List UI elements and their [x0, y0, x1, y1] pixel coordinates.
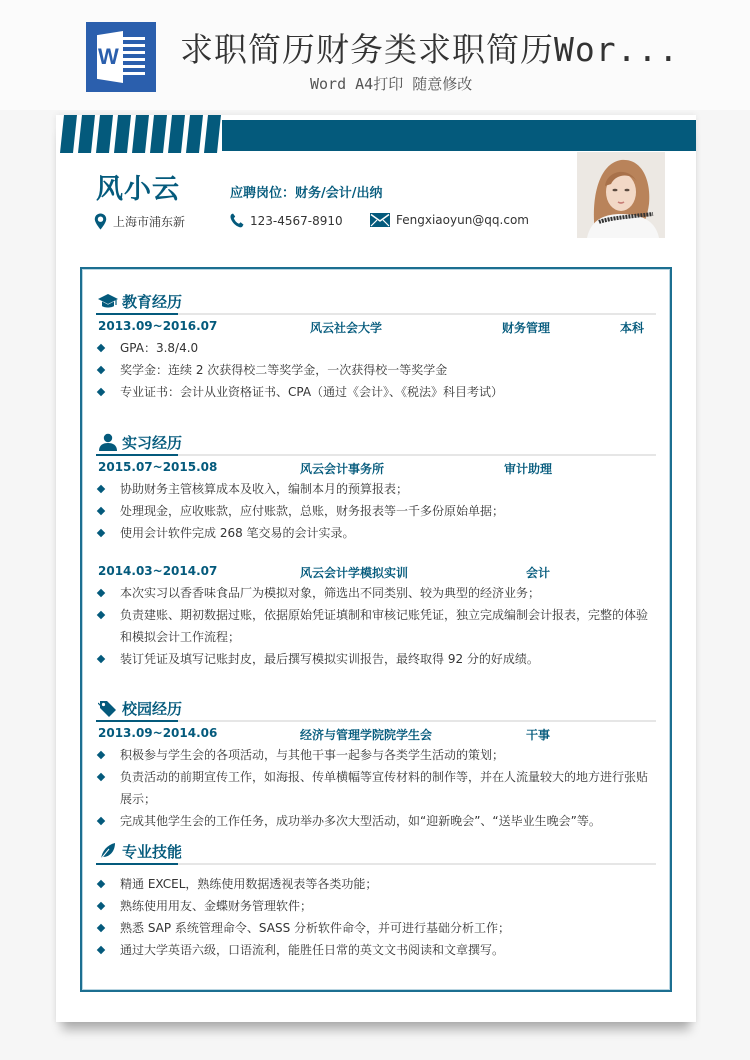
banner-subtitle: Word A4打印 随意修改 — [310, 75, 473, 93]
applied-position: 应聘岗位：财务/会计/出纳 — [230, 186, 383, 201]
list-item: 专业证书：会计从业资格证书、CPA（通过《会计》、《税法》科目考试） — [96, 381, 656, 403]
section-title: 校园经历 — [122, 700, 183, 718]
location-text: 上海市浦东新 — [113, 215, 186, 229]
section-header — [96, 289, 656, 315]
entry-school: 风云社会大学 — [310, 321, 383, 335]
word-w-glyph: W — [98, 44, 119, 69]
list-item: 通过大学英语六级，口语流利，能胜任日常的英文文书阅读和文章撰写。 — [96, 939, 656, 961]
phone-text: 123-4567-8910 — [250, 213, 343, 228]
entry-org: 经济与管理学院院学生会 — [300, 728, 433, 742]
list-item: 完成其他学生会的工作任务，成功举办多次大型活动，如“迎新晚会”、“送毕业生晚会”等。 — [96, 810, 656, 832]
list-item: 本次实习以香香味食品厂为模拟对象，筛选出不同类别、较为典型的经济业务； — [96, 582, 656, 604]
entry-role: 干事 — [526, 728, 551, 742]
contact-phone — [230, 213, 343, 228]
internship-entry-row — [96, 456, 656, 478]
tag-icon — [98, 699, 118, 717]
entry-major: 财务管理 — [502, 321, 551, 335]
entry-period: 2013.09~2014.06 — [98, 726, 218, 740]
header-bar — [222, 120, 696, 151]
entry-org: 风云会计事务所 — [300, 462, 385, 476]
content-frame — [80, 267, 672, 992]
internship-bullets — [96, 582, 656, 670]
banner-title: 求职简历财务类求职简历Wor... — [180, 30, 680, 69]
list-item: 精通 EXCEL，熟练使用数据透视表等各类功能； — [96, 873, 656, 895]
entry-period: 2014.03~2014.07 — [98, 564, 218, 578]
entry-degree: 本科 — [620, 321, 645, 335]
section-education — [96, 289, 656, 403]
portrait-photo — [577, 152, 665, 238]
section-title: 专业技能 — [122, 843, 183, 861]
leaf-icon — [98, 842, 118, 860]
top-banner — [0, 0, 750, 110]
resume-sheet — [56, 115, 696, 1022]
internship-entry-row — [96, 560, 656, 582]
list-item: GPA：3.8/4.0 — [96, 337, 656, 359]
entry-period: 2013.09~2016.07 — [98, 319, 218, 333]
header-stripes — [60, 115, 220, 153]
person-icon — [98, 433, 118, 451]
section-campus — [96, 696, 656, 832]
education-entry-row — [96, 315, 656, 337]
list-item: 使用会计软件完成 268 笔交易的会计实录。 — [96, 522, 656, 544]
campus-bullets — [96, 744, 656, 832]
campus-entry-row — [96, 722, 656, 744]
entry-role: 会计 — [526, 566, 551, 580]
list-item: 负责活动的前期宣传工作，如海报、传单横幅等宣传材料的制作等，并在人流量较大的地方进行张贴展示； — [96, 766, 656, 810]
email-text: Fengxiaoyun@qq.com — [396, 213, 529, 227]
list-item: 奖学金：连续 2 次获得校二等奖学金，一次获得校一等奖学金 — [96, 359, 656, 381]
envelope-icon — [370, 213, 390, 227]
section-title: 教育经历 — [122, 293, 183, 311]
skills-bullets — [96, 873, 656, 961]
entry-org: 风云会计学模拟实训 — [300, 566, 409, 580]
title-underline — [96, 863, 178, 865]
section-header — [96, 839, 656, 865]
entry-period: 2015.07~2015.08 — [98, 460, 218, 474]
list-item: 处理现金，应收账款，应付账款，总账，财务报表等一千多份原始单据； — [96, 500, 656, 522]
section-header — [96, 696, 656, 722]
list-item: 积极参与学生会的各项活动，与其他干事一起参与各类学生活动的策划； — [96, 744, 656, 766]
list-item: 熟练使用用友、金蝶财务管理软件； — [96, 895, 656, 917]
portrait-illustration — [577, 152, 665, 238]
candidate-name: 风小云 — [96, 174, 180, 205]
list-item: 熟悉 SAP 系统管理命令、SASS 分析软件命令，并可进行基础分析工作； — [96, 917, 656, 939]
list-item: 负责建账、期初数据过账，依据原始凭证填制和审核记账凭证，独立完成编制会计报表，完整的体验和模拟会计工作流程； — [96, 604, 656, 648]
section-internship — [96, 430, 656, 670]
contact-location — [94, 213, 185, 230]
list-item: 协助财务主管核算成本及收入，编制本月的预算报表； — [96, 478, 656, 500]
section-header — [96, 430, 656, 456]
section-title: 实习经历 — [122, 434, 183, 452]
list-item: 装订凭证及填写记账封皮，最后撰写模拟实训报告，最终取得 92 分的好成绩。 — [96, 648, 656, 670]
education-bullets — [96, 337, 656, 403]
map-pin-icon — [94, 213, 107, 230]
entry-role: 审计助理 — [504, 462, 553, 476]
phone-icon — [230, 213, 244, 228]
contact-email — [370, 213, 529, 227]
section-skills — [96, 839, 656, 961]
internship-bullets — [96, 478, 656, 544]
graduation-cap-icon — [98, 292, 118, 310]
